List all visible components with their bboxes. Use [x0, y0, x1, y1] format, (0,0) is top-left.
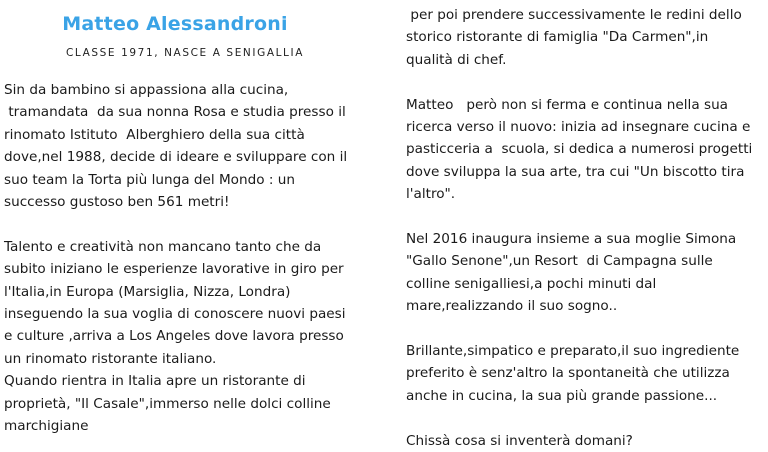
- text-line: l'altro".: [406, 186, 456, 203]
- text-line: inseguendo la sua voglia di conoscere nuovi paesi: [4, 306, 346, 323]
- text-line: pasticceria a scuola, si dedica a numerosi progetti: [406, 141, 753, 158]
- left-paragraph-2: [4, 236, 374, 438]
- text-line: Brillante,simpatico e preparato,il suo ingrediente: [406, 343, 740, 360]
- text-line: Quando rientra in Italia apre un ristorante di: [4, 373, 306, 390]
- right-paragraph-3: [406, 228, 766, 318]
- right-paragraph-2: [406, 94, 766, 206]
- text-line: subito iniziano le esperienze lavorative in giro per: [4, 261, 344, 278]
- paragraph-gap: [406, 407, 766, 429]
- paragraph-gap: [406, 318, 766, 340]
- text-line: ricerca verso il nuovo: inizia ad insegnare cucina e: [406, 119, 751, 136]
- paragraph-gap: [406, 206, 766, 228]
- text-line: tramandata da sua nonna Rosa e studia presso il: [4, 104, 346, 121]
- text-line: un rinomato ristorante italiano.: [4, 350, 217, 367]
- text-line: Chissà cosa si inventerà domani?: [406, 432, 633, 449]
- left-text-column: [4, 79, 374, 437]
- text-line: dove sviluppa la sua arte, tra cui "Un biscotto tira: [406, 163, 745, 180]
- left-paragraph-1: [4, 79, 374, 213]
- text-line: colline senigalliesi,a pochi minuti dal: [406, 275, 657, 292]
- text-line: proprietà, "Il Casale",immerso nelle dolci colline: [4, 395, 331, 412]
- text-line: Talento e creatività non mancano tanto che da: [4, 238, 322, 255]
- text-line: qualità di chef.: [406, 51, 507, 68]
- text-line: marchigiane: [4, 418, 89, 435]
- paragraph-gap: [406, 71, 766, 93]
- text-line: e culture ,arriva a Los Angeles dove lavora presso: [4, 328, 344, 345]
- text-line: Sin da bambino si appassiona alla cucina,: [4, 82, 289, 98]
- right-text-column: [406, 4, 766, 452]
- text-line: successo gustoso ben 561 metri!: [4, 194, 230, 211]
- text-line: preferito è senz'altro la spontaneità che utilizza: [406, 365, 730, 382]
- right-paragraph-4: [406, 340, 766, 407]
- page-subtitle: CLASSE 1971, NASCE A SENIGALLIA: [66, 47, 304, 59]
- text-line: l'Italia,in Europa (Marsiglia, Nizza, Londra): [4, 283, 291, 300]
- text-line: per poi prendere successivamente le redini dello: [406, 7, 742, 23]
- text-line: Nel 2016 inaugura insieme a sua moglie Simona: [406, 231, 737, 248]
- text-line: rinomato Istituto Alberghiero della sua città: [4, 126, 305, 143]
- text-line: storico ristorante di famiglia "Da Carmen",in: [406, 29, 709, 46]
- text-line: mare,realizzando il suo sogno..: [406, 298, 618, 315]
- paragraph-gap: [4, 213, 374, 235]
- text-line: Matteo però non si ferma e continua nella sua: [406, 96, 729, 113]
- text-line: dove,nel 1988, decide di ideare e sviluppare con il: [4, 149, 348, 166]
- page-title: Matteo Alessandroni: [62, 13, 288, 35]
- right-paragraph-5: [406, 430, 766, 452]
- text-line: anche in cucina, la sua più grande passione...: [406, 387, 718, 404]
- text-line: "Gallo Senone",un Resort di Campagna sulle: [406, 253, 713, 270]
- text-line: suo team la Torta più lunga del Mondo : un: [4, 171, 296, 188]
- right-paragraph-1: [406, 4, 766, 71]
